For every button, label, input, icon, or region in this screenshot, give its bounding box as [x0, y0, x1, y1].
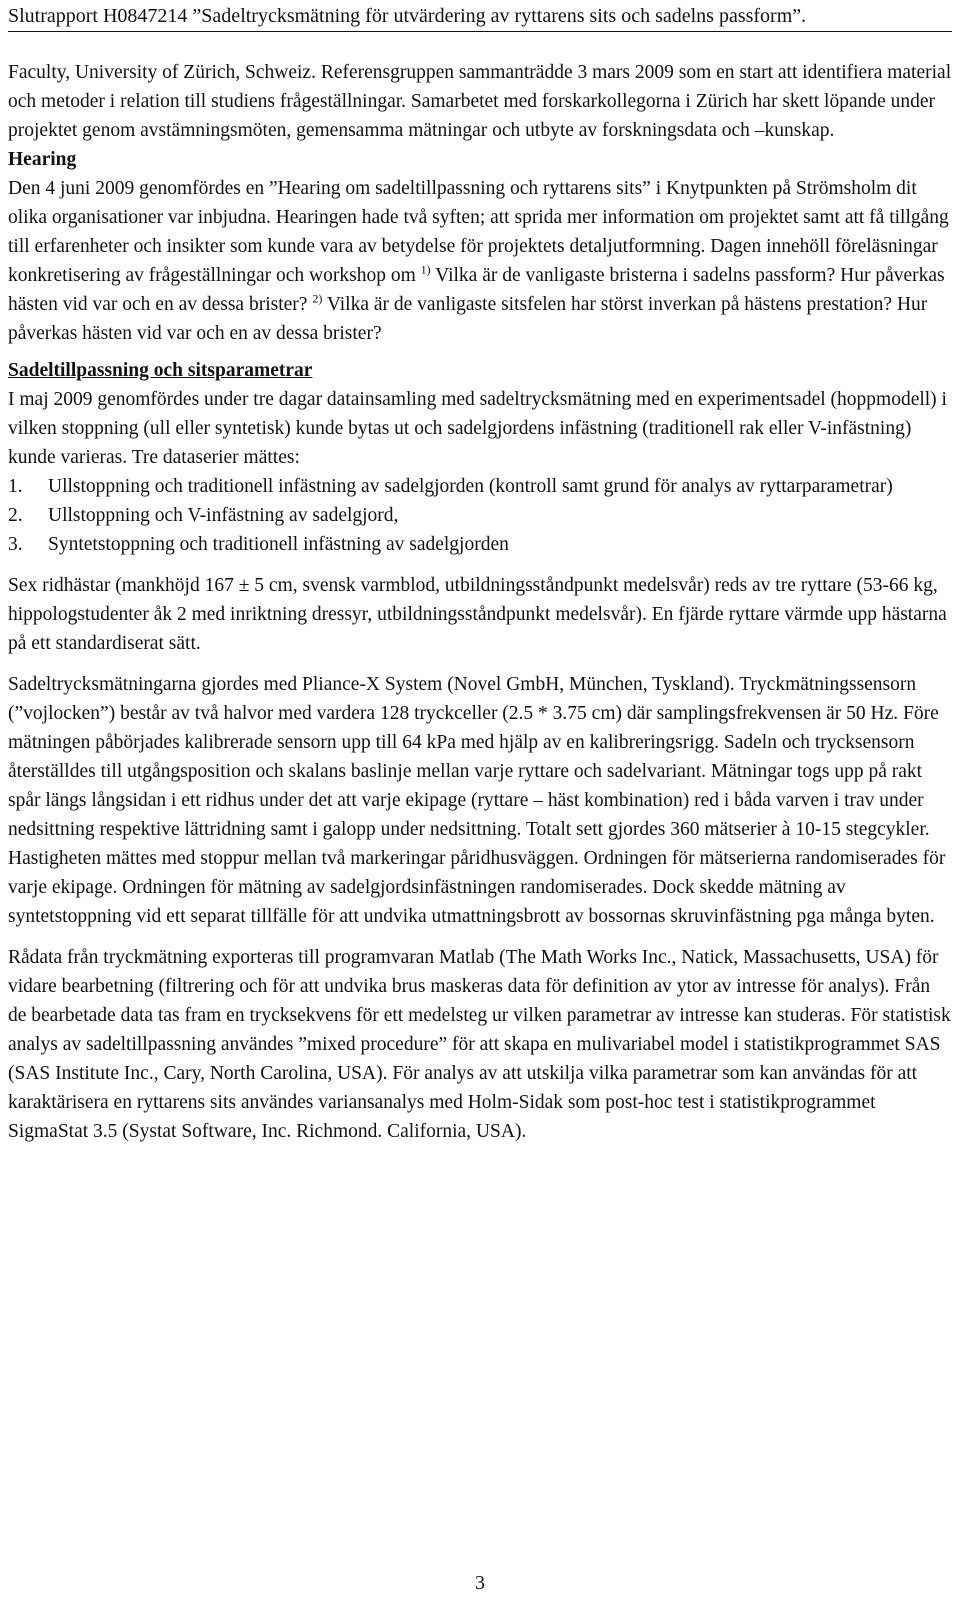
page-number: 3 — [475, 1572, 485, 1594]
sadel-paragraph-2: Sex ridhästar (mankhöjd 167 ± 5 cm, svensk varmblod, utbildningsståndpunkt medelsvår) reds av tre ryttare (53-66 kg, hippologstudenter åk 2 med inriktning dressyr, utbildningsståndpunkt medelsvår). En fjärde ryttare värmde upp hästarna på ett standardiserat sätt. — [8, 575, 947, 654]
hearing-text-c: Vilka är de vanligaste sitsfelen har störst inverkan på hästens prestation? Hur påverkas hästen vid var och en av dessa brister? — [8, 294, 928, 344]
hearing-heading: Hearing — [8, 149, 77, 170]
list-item — [8, 530, 952, 559]
header-divider — [8, 31, 952, 32]
sadel-paragraph-4: Rådata från tryckmätning exporteras till programvaran Matlab (The Math Works Inc., Natick, Massachusetts, USA) för vidare bearbetning (filtrering och för att undvika brus maskeras data för definition av ytor av intresse för analys). Från de bearbetade data tas fram en trycksekvens för ett medelsteg ur vilken parametrar av intresse kan studeras. För statistisk analys av sadeltillpassning användes ”mixed procedure” för att skapa en mulivariabel model i statistikprogrammet SAS (SAS Institute Inc., Cary, North Carolina, USA). För analys av att utskilja vilka parametrar som kan användas för att karaktärisera en ryttarens sits användes variansanalys med Holm-Sidak som post-hoc test i statistikprogrammet SigmaStat 3.5 (Systat Software, Inc. Richmond. California, USA). — [8, 947, 951, 1142]
sadel-paragraph-1: I maj 2009 genomfördes under tre dagar datainsamling med sadeltrycksmätning med en experimentsadel (hoppmodell) i vilken stoppning (ull eller syntetisk) kunde bytas ut och sadelgjordens infästning (traditionell rak eller V-infästning) kunde varieras. Tre dataserier mättes: — [8, 389, 947, 468]
dataserier-list — [8, 472, 952, 559]
sadel-heading: Sadeltillpassning och sitsparametrar — [8, 360, 313, 381]
footnote-marker-2: 2) — [312, 291, 323, 306]
list-number: 2. — [8, 505, 23, 526]
list-item — [8, 472, 952, 501]
list-text: Ullstoppning och V-infästning av sadelgjord, — [48, 505, 399, 526]
list-item — [8, 501, 952, 530]
hearing-text-b: Vilka är de vanligaste bristerna i sadelns passform? Hur påverkas hästen vid var och en av dessa brister? — [8, 265, 945, 315]
list-number: 1. — [8, 476, 23, 497]
hearing-text-a: Den 4 juni 2009 genomfördes en ”Hearing om sadeltillpassning och ryttarens sits” i Knytpunkten på Strömsholm dit olika organisationer var inbjudna. Hearingen hade två syften; att sprida mer information om projektet samt att få tillgång till erfarenheter och insikter som kunde vara av betydelse för projektets detaljutformning. Dagen innehöll föreläsningar konkretisering av frågeställningar och workshop om — [8, 178, 949, 286]
document-body — [8, 58, 952, 1146]
sadel-paragraph-3: Sadeltrycksmätningarna gjordes med Pliance-X System (Novel GmbH, München, Tyskland). Tryckmätningssensorn (”vojlocken”) består av två halvor med vardera 128 tryckceller (2.5 * 3.75 cm) där samplingsfrekvensen är 50 Hz. Före mätningen påbörjades kalibrerade sensorn upp till 64 kPa med hjälp av en kalibreringsrigg. Sadeln och trycksensorn återställdes till utgångsposition och skalans baslinje mellan varje ryttare och sadelvariant. Mätningar togs upp på rakt spår längs långsidan i ett ridhus under det att varje ekipage (ryttare – häst kombination) red i båda varven i trav under nedsittning respektive lättridning samt i galopp under nedsittning. Totalt sett gjordes 360 mätserier à 10-15 stegcykler. Hastigheten mättes med stoppur mellan två markeringar påridhusväggen. Ordningen för mätserierna randomiserades för varje ekipage. Ordningen för mätning av sadelgjordsinfästningen randomiserades. Dock skedde mätning av syntetstoppning vid ett separat tillfälle för att undvika utmattningsbrott av bossornas skruvinfästning pga många byten. — [8, 674, 946, 927]
list-text: Syntetstoppning och traditionell infästning av sadelgjorden — [48, 534, 509, 555]
list-text: Ullstoppning och traditionell infästning av sadelgjorden (kontroll samt grund för analys av ryttarparametrar) — [48, 476, 893, 497]
running-header: Slutrapport H0847214 ”Sadeltrycksmätning för utvärdering av ryttarens sits och sadelns passform”. — [8, 5, 807, 27]
hearing-paragraph — [8, 174, 952, 348]
intro-paragraph: Faculty, University of Zürich, Schweiz. Referensgruppen sammanträdde 3 mars 2009 som en start att identifiera material och metoder i relation till studiens frågeställningar. Samarbetet med forskarkollegorna i Zürich har skett löpande under projektet genom avstämningsmöten, gemensamma mätningar och utbyte av forskningsdata och –kunskap. — [8, 62, 952, 141]
list-number: 3. — [8, 534, 23, 555]
footnote-marker-1: 1) — [420, 262, 431, 277]
